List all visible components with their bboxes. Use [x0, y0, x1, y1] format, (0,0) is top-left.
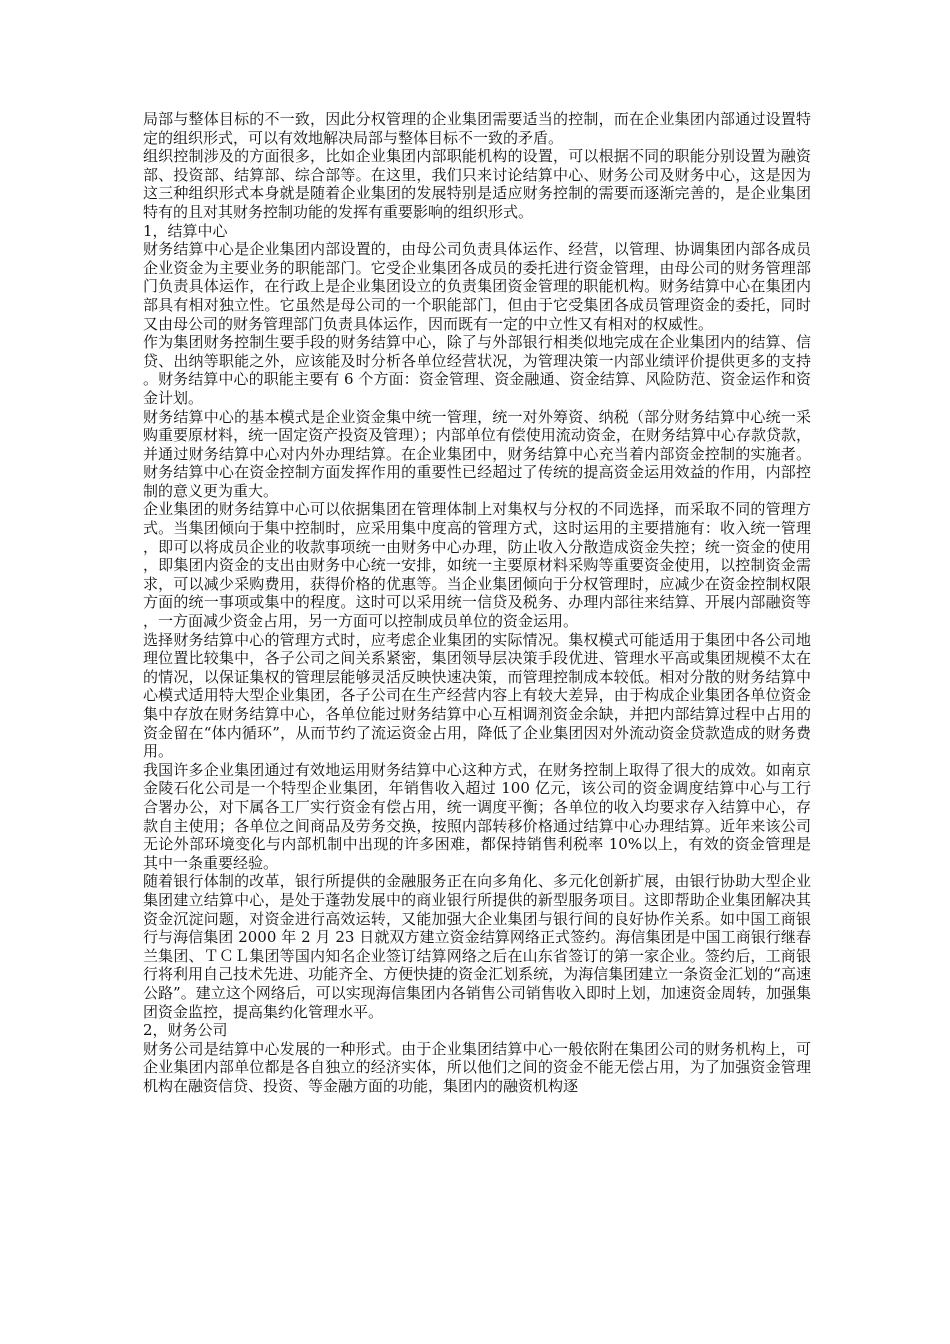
- paragraph-4: 作为集团财务控制生要手段的财务结算中心，除了与外部银行相类似地完成在企业集团内的结算、信贷、出纳等职能之外，应该能及时分析各单位经营状况，为管理决策一内部业绩评价提供更多的支持。财务结算中心的职能主要有 6 个方面：资金管理、资金融通、资金结算、风险防范、资金运作和资金计划。: [143, 333, 811, 407]
- section-heading-finance-company: 2，财务公司: [143, 1021, 228, 1040]
- paragraph-1: 局部与整体目标的不一致，因此分权管理的企业集团需要适当的控制，而在企业集团内部通过设置特定的组织形式，可以有效地解决局部与整体目标不一致的矛盾。: [143, 110, 811, 147]
- paragraph-3: 财务结算中心是企业集团内部设置的，由母公司负责具体运作、经营，以管理、协调集团内部各成员企业资金为主要业务的职能部门。它受企业集团各成员的委托进行资金管理，由母公司的财务管理部门负责具体运作，在行政上是企业集团设立的负责集团资金管理的职能机构。财务结算中心在集团内部具有相对独立性。它虽然是母公司的一个职能部门，但由于它受集团各成员管理资金的委托，同时又由母公司的财务管理部门负责具体运作，因而既有一定的中立性又有相对的权威性。: [143, 240, 811, 333]
- document-body: [143, 110, 811, 1095]
- paragraph-6: 企业集团的财务结算中心可以依据集团在管理体制上对集权与分权的不同选择，而采取不同的管理方式。当集团倾向于集中控制时，应采用集中度高的管理方式，这时运用的主要措施有：收入统一管理，即可以将成员企业的收款事项统一由财务中心办理，防止收入分散造成资金失控；统一资金的使用，即集团内资金的支出由财务中心统一安排，如统一主要原材料采购等重要资金使用，以控制资金需求，可以减少采购费用，获得价格的优惠等。当企业集团倾向于分权管理时，应减少在资金控制权限方面的统一事项或集中的程度。这时可以采用统一信贷及税务、办理内部往来结算、开展内部融资等，一方面减少资金占用，另一方面可以控制成员单位的资金运用。: [143, 500, 811, 631]
- paragraph-9: 随着银行体制的改革，银行所提供的金融服务正在向多角化、多元化创新扩展，由银行协助大型企业集团建立结算中心，是处于蓬勃发展中的商业银行所提供的新型服务项目。这即帮助企业集团解决其资金沉淀问题，对资金进行高效运转，又能加强大企业集团与银行间的良好协作关系。如中国工商银行与海信集团 2000 年 2 月 23 日就双方建立资金结算网络正式签约。海信集团是中国工商银行继春兰集团、ＴＣＬ集团等国内知名企业签订结算网络之后在山东省签订的第一家企业。签约后，工商银行将利用自己技术先进、功能齐全、方便快捷的资金汇划系统，为海信集团建立一条资金汇划的“高速公路”。建立这个网络后，可以实现海信集团内各销售公司销售收入即时上划，加速资金周转，加强集团资金监控，提高集约化管理水平。: [143, 872, 811, 1021]
- paragraph-7: 选择财务结算中心的管理方式时，应考虑企业集团的实际情况。集权模式可能适用于集团中各公司地理位置比较集中，各子公司之间关系紧密，集团领导层决策手段优进、管理水平高或集团规模不太在的情况，以保证集权的管理层能够灵活反映快速决策，而管理控制成本较低。相对分散的财务结算中心模式适用特大型企业集团，各子公司在生产经营内容上有较大差异，由于构成企业集团各单位资金集中存放在财务结算中心，各单位能过财务结算中心互相调剂资金余缺，并把内部结算过程中占用的资金留在“体内循环”，从而节约了流运资金占用，降低了企业集团因对外流动资金贷款造成的财务费用。: [143, 630, 811, 761]
- paragraph-8: 我国许多企业集团通过有效地运用财务结算中心这种方式，在财务控制上取得了很大的成效。如南京金陵石化公司是一个特型企业集团，年销售收入超过 100 亿元，该公司的资金调度结算中心与工行合署办公，对下属各工厂实行资金有偿占用，统一调度平衡；各单位的收入均要求存入结算中心，存款自主使用；各单位之间商品及劳务交换，按照内部转移价格通过结算中心办理结算。近年来该公司无论外部环境变化与内部机制中出现的许多困难，都保持销售利税率 10%以上，有效的资金管理是其中一条重要经验。: [143, 760, 811, 872]
- paragraph-10: 财务公司是结算中心发展的一种形式。由于企业集团结算中心一般依附在集团公司的财务机构上，可企业集团内部单位都是各自独立的经济实体，所以他们之间的资金不能无偿占用，为了加强资金管理机构在融资信贷、投资、等金融方面的功能，集团内的融资机构逐: [143, 1039, 811, 1095]
- paragraph-5: 财务结算中心的基本模式是企业资金集中统一管理，统一对外筹资、纳税（部分财务结算中心统一采购重要原材料，统一固定资产投资及管理）；内部单位有偿使用流动资金，在财务结算中心存款贷款，并通过财务结算中心对内外办理结算。在企业集团中，财务结算中心充当着内部资金控制的实施者。财务结算中心在资金控制方面发挥作用的重要性已经超过了传统的提高资金运用效益的作用，内部控制的意义更为重大。: [143, 407, 811, 500]
- paragraph-2: 组织控制涉及的方面很多，比如企业集团内部职能机构的设置，可以根据不同的职能分别设置为融资部、投资部、结算部、综合部等。在这里，我们只来讨论结算中心、财务公司及财务中心，这是因为这三种组织形式本身就是随着企业集团的发展特别是适应财务控制的需要而逐渐完善的，是企业集团特有的且对其财务控制功能的发挥有重要影响的组织形式。: [143, 147, 811, 221]
- section-heading-settlement-center: 1，结算中心: [143, 221, 228, 240]
